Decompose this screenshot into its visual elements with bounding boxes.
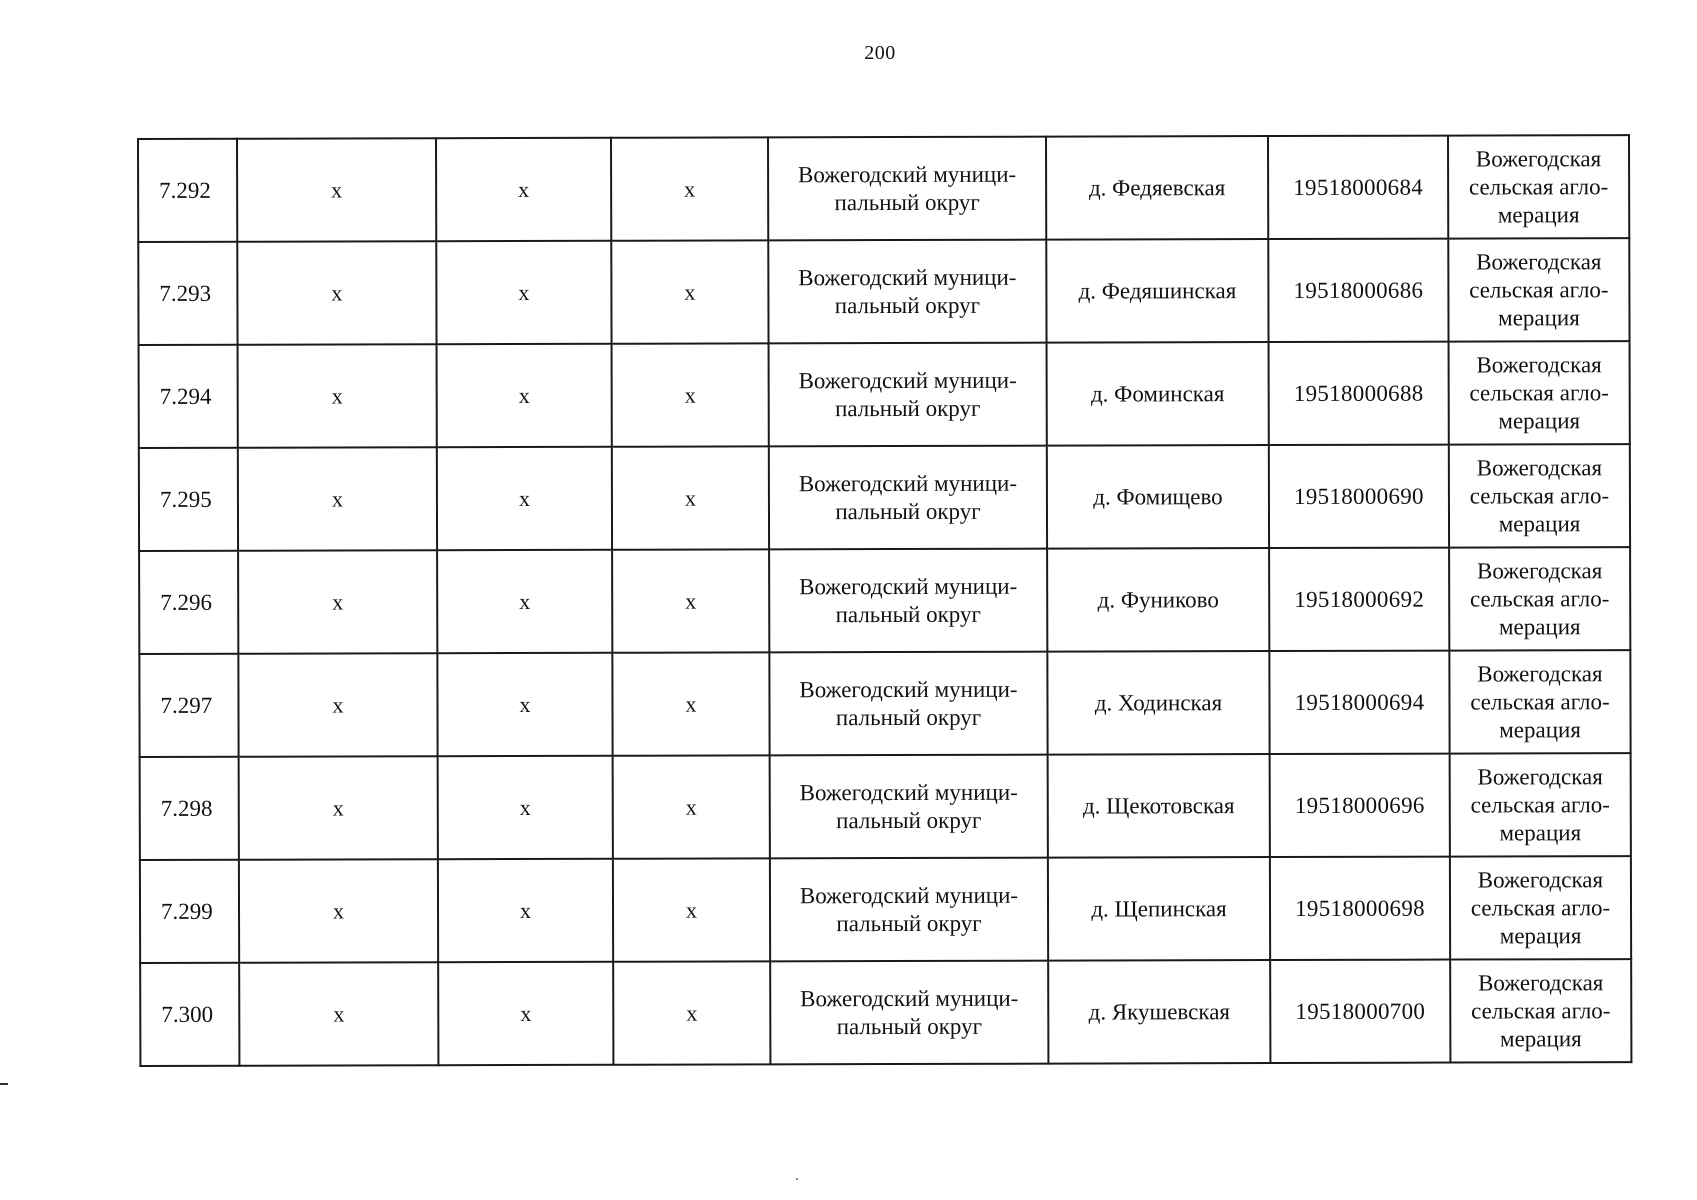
cell-district: Вожегодский муници-пальный округ [770,755,1048,859]
table-row [139,341,1630,448]
cell-district: Вожегодский муници-пальный округ [769,343,1047,447]
cell-district: Вожегодский муници-пальный округ [769,652,1047,756]
cell-oktmo-code: 19518000696 [1270,754,1450,857]
cell-locality: д. Фуниково [1047,548,1269,652]
cell-mark-2: х [437,447,612,550]
cell-locality: д. Ходинская [1047,651,1269,755]
cell-locality: д. Фомищево [1047,445,1269,549]
table-row [139,650,1630,757]
cell-mark-1: х [237,241,436,345]
cell-mark-3: х [612,343,769,446]
cell-mark-1: х [238,447,437,551]
cell-oktmo-code: 19518000690 [1269,445,1449,548]
cell-oktmo-code: 19518000692 [1269,548,1449,651]
cell-mark-2: х [437,550,612,653]
cell-locality: д. Щекотовская [1048,754,1270,858]
cell-number: 7.299 [140,860,239,963]
cell-district: Вожегодский муници-пальный округ [770,961,1048,1065]
cell-oktmo-code: 19518000700 [1270,960,1450,1063]
cell-mark-2: х [438,962,613,1065]
cell-oktmo-code: 19518000686 [1268,239,1448,342]
table-row [140,856,1631,963]
cell-mark-3: х [611,240,768,343]
cell-agglomeration: Вожегодская сельская агло-мерация [1448,238,1629,341]
cell-agglomeration: Вожегодская сельская агло-мерация [1449,444,1630,547]
cell-agglomeration: Вожегодская сельская агло-мерация [1448,135,1629,238]
cell-mark-1: х [237,138,436,242]
table-row [139,444,1630,551]
margin-mark [0,1083,8,1085]
cell-district: Вожегодский муници-пальный округ [769,446,1047,550]
cell-mark-3: х [612,652,769,755]
table-row [138,135,1629,242]
table-row [140,959,1631,1066]
cell-mark-2: х [438,756,613,859]
cell-oktmo-code: 19518000694 [1269,651,1449,754]
cell-locality: д. Якушевская [1048,960,1270,1064]
cell-mark-3: х [613,961,770,1064]
cell-agglomeration: Вожегодская сельская агло-мерация [1450,959,1631,1062]
cell-district: Вожегодский муници-пальный округ [770,858,1048,962]
cell-mark-2: х [437,344,612,447]
cell-locality: д. Федяевская [1046,136,1268,240]
cell-mark-1: х [239,756,438,860]
cell-number: 7.295 [139,448,238,551]
cell-number: 7.292 [138,139,237,242]
cell-district: Вожегодский муници-пальный округ [768,137,1046,241]
cell-number: 7.296 [139,551,238,654]
cell-locality: д. Щепинская [1048,857,1270,961]
cell-mark-3: х [611,137,768,240]
table-body [138,135,1631,1066]
cell-mark-1: х [238,344,437,448]
cell-district: Вожегодский муници-пальный округ [768,240,1046,344]
cell-number: 7.297 [139,654,238,757]
cell-district: Вожегодский муници-пальный округ [769,549,1047,653]
table-row [139,547,1630,654]
cell-oktmo-code: 19518000684 [1268,136,1448,239]
cell-mark-1: х [238,653,437,757]
cell-locality: д. Фоминская [1047,342,1269,446]
cell-mark-1: х [239,859,438,963]
table-row [138,238,1629,345]
cell-mark-3: х [613,858,770,961]
cell-oktmo-code: 19518000688 [1269,342,1449,445]
cell-agglomeration: Вожегодская сельская агло-мерация [1449,547,1630,650]
cell-number: 7.300 [140,963,239,1066]
cell-agglomeration: Вожегодская сельская агло-мерация [1450,856,1631,959]
cell-oktmo-code: 19518000698 [1270,857,1450,960]
table-row [140,753,1631,860]
cell-number: 7.298 [140,757,239,860]
cell-mark-2: х [438,859,613,962]
cell-agglomeration: Вожегодская сельская агло-мерация [1450,753,1631,856]
cell-agglomeration: Вожегодская сельская агло-мерация [1449,650,1630,753]
cell-mark-1: х [239,962,438,1066]
cell-mark-2: х [437,653,612,756]
settlements-table [137,134,1632,1067]
page-number: 200 [864,42,896,64]
cell-locality: д. Федяшинская [1046,239,1268,343]
cell-mark-2: х [436,138,611,241]
cell-mark-3: х [612,446,769,549]
scan-speck [796,1178,798,1180]
cell-mark-1: х [238,550,437,654]
cell-mark-3: х [612,549,769,652]
cell-agglomeration: Вожегодская сельская агло-мерация [1449,341,1630,444]
cell-mark-2: х [436,241,611,344]
cell-number: 7.294 [139,345,238,448]
cell-mark-3: х [613,755,770,858]
cell-number: 7.293 [138,242,237,345]
